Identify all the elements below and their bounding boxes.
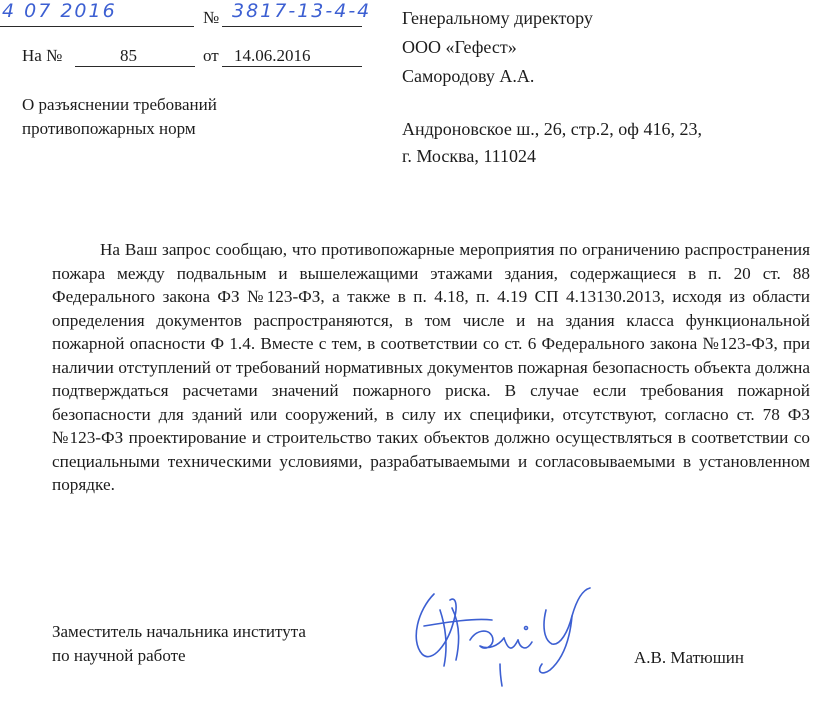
- registration-number-underline: [222, 26, 362, 27]
- reference-from-label: от: [203, 46, 219, 65]
- signatory-name: А.В. Матюшин: [634, 648, 745, 667]
- reference-number-label: На №: [22, 46, 63, 65]
- handwritten-signature-icon: [400, 580, 610, 690]
- signatory-title-line-2: по научной работе: [52, 646, 186, 665]
- registration-date-underline: [0, 26, 194, 27]
- subject-line-2: противопожарных норм: [22, 119, 196, 138]
- recipient-company: ООО «Гефест»: [402, 37, 517, 57]
- reference-number-underline: [75, 66, 195, 67]
- reference-number: 85: [120, 46, 137, 65]
- letter-body-paragraph: На Ваш запрос сообщаю, что противопожарные мероприятия по ограничению распространения пожара между подвальным и вышележащими этажами здания, содержащиеся в п. 20 ст. 88 Федерального закона ФЗ №123-ФЗ, а также в п. 4.18, п. 4.19 СП 4.13130.2013, исходя из области определения документов распространяются, в том числе и на здания класса функциональной пожарной опасности Ф 1.4. Вместе с тем, в соответствии со ст. 6 Федерального закона №123-ФЗ, при наличии отступлений от требований нормативных документов пожарная безопасность объекта должна подтверждаться расчетами значений пожарного риска. В случае если требования пожарной безопасности для зданий или сооружений, в силу их специфики, отсутствуют, согласно ст. 78 ФЗ №123-ФЗ проектирование и строительство таких объектов должно осуществляться в соответствии со специальными техническими условиями, разрабатываемыми и согласовываемыми в установленном порядке.: [52, 240, 810, 495]
- reference-date-underline: [222, 66, 362, 67]
- reference-date: 14.06.2016: [234, 46, 311, 65]
- subject-line-1: О разъяснении требований: [22, 95, 217, 114]
- recipient-name: Самородову А.А.: [402, 66, 535, 86]
- recipient-position: Генеральному директору: [402, 8, 593, 28]
- recipient-address-line-1: Андроновское ш., 26, стр.2, оф 416, 23,: [402, 119, 702, 139]
- signatory-title-line-1: Заместитель начальника института: [52, 622, 306, 641]
- registration-number-label: №: [203, 8, 220, 27]
- registration-number: 3817-13-4-4: [232, 0, 372, 22]
- recipient-address-line-2: г. Москва, 111024: [402, 146, 537, 166]
- registration-date: 4 07 2016: [2, 0, 117, 22]
